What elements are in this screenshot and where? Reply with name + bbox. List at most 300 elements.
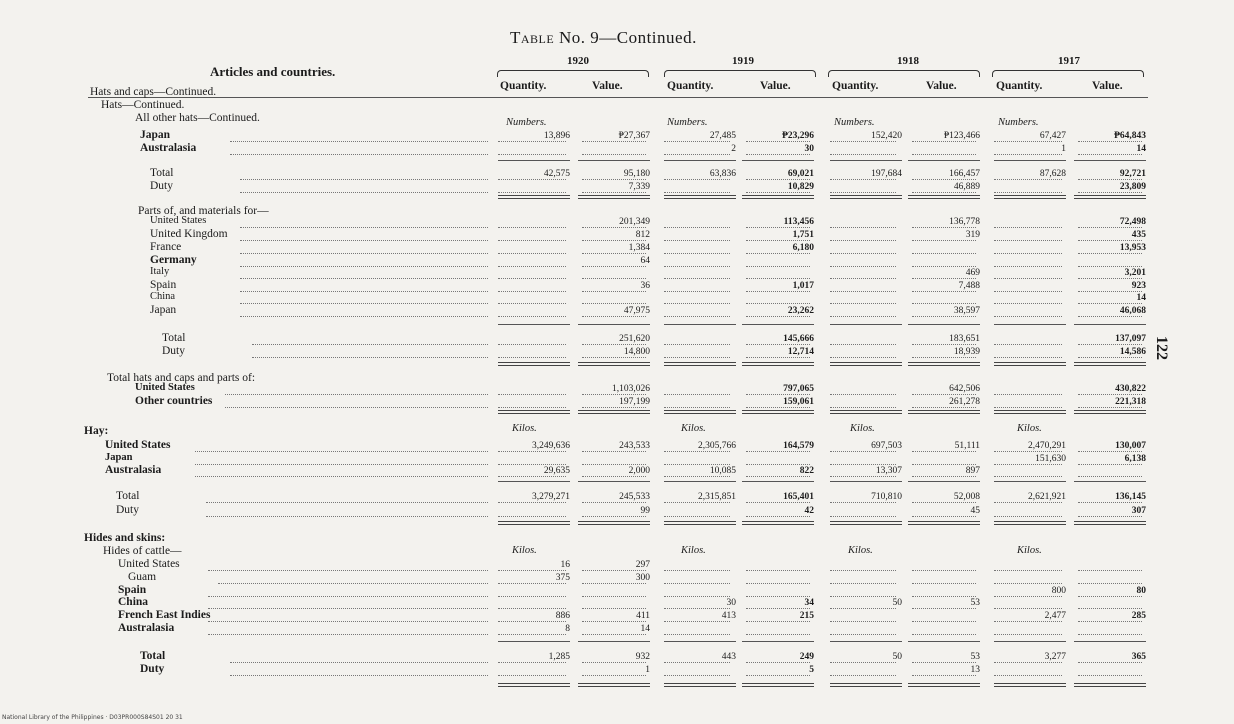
cell-leader: [912, 516, 976, 517]
cell-leader: [746, 154, 810, 155]
total-rule: [578, 362, 650, 366]
total-rule: [578, 160, 650, 161]
cell-leader: [498, 316, 566, 317]
total-rule: [830, 324, 902, 325]
table-cell: 201,349: [619, 217, 650, 227]
cell-leader: [1078, 316, 1142, 317]
table-cell: 29,635: [543, 466, 570, 476]
cell-leader: [912, 608, 976, 609]
cell-leader: [746, 662, 810, 663]
cell-leader: [1078, 291, 1142, 292]
cell-leader: [994, 621, 1062, 622]
cell-leader: [582, 266, 646, 267]
table-cell: 411: [636, 611, 650, 621]
row-label: Duty: [116, 504, 139, 516]
cell-leader: [664, 179, 730, 180]
cell-leader: [664, 621, 730, 622]
cell-leader: [912, 357, 976, 358]
total-rule: [664, 324, 736, 325]
table-cell: 113,456: [783, 217, 814, 227]
cell-leader: [498, 253, 566, 254]
cell-leader: [498, 570, 566, 571]
dot-leader: [206, 502, 488, 503]
table-cell: 30: [726, 598, 736, 608]
cell-leader: [582, 516, 646, 517]
cell-leader: [1078, 621, 1142, 622]
cell-leader: [582, 253, 646, 254]
cell-leader: [498, 266, 566, 267]
dot-leader: [208, 570, 488, 571]
cell-leader: [582, 583, 646, 584]
cell-leader: [746, 291, 810, 292]
cell-leader: [498, 476, 566, 477]
year-1917: 1917: [1058, 55, 1080, 67]
table-cell: 164,579: [783, 441, 814, 451]
cell-leader: [994, 476, 1062, 477]
total-rule: [742, 362, 814, 366]
dot-leader: [240, 266, 488, 267]
table-cell: 69,021: [787, 169, 814, 179]
total-rule: [830, 521, 902, 525]
cell-leader: [746, 596, 810, 597]
cell-leader: [830, 291, 896, 292]
cell-leader: [1078, 357, 1142, 358]
table-cell: 1,285: [548, 652, 570, 662]
total-rule: [498, 362, 570, 366]
cell-leader: [912, 303, 976, 304]
year-1920: 1920: [567, 55, 589, 67]
cell-leader: [994, 407, 1062, 408]
table-cell: 38,597: [953, 306, 980, 316]
cell-leader: [746, 476, 810, 477]
table-cell: 897: [965, 466, 980, 476]
dot-leader: [240, 253, 488, 254]
cell-leader: [994, 634, 1062, 635]
heading-hay: Hay:: [84, 425, 109, 437]
cell-leader: [664, 583, 730, 584]
dot-leader: [230, 675, 488, 676]
cell-leader: [746, 464, 810, 465]
row-label: United States: [135, 382, 195, 393]
cell-leader: [746, 675, 810, 676]
cell-leader: [1078, 634, 1142, 635]
cell-leader: [498, 141, 566, 142]
table-cell: 300: [635, 573, 650, 583]
table-cell: 3,249,636: [532, 441, 570, 451]
table-cell: 13,953: [1119, 243, 1146, 253]
table-cell: 249: [799, 652, 814, 662]
dot-leader: [225, 407, 488, 408]
table-cell: 64: [640, 256, 650, 266]
cell-leader: [746, 192, 810, 193]
table-cell: 245,533: [619, 492, 650, 502]
table-cell: 797,065: [783, 384, 814, 394]
dot-leader: [240, 227, 488, 228]
table-cell: 12,714: [787, 347, 814, 357]
total-rule: [742, 521, 814, 525]
cell-leader: [912, 634, 976, 635]
heading-hats-caps: Hats and caps—Continued.: [90, 86, 217, 98]
cell-leader: [664, 662, 730, 663]
total-rule: [742, 683, 814, 687]
table-cell: 642,506: [949, 384, 980, 394]
table-cell: 137,097: [1115, 334, 1146, 344]
cell-leader: [830, 266, 896, 267]
cell-leader: [582, 154, 646, 155]
cell-leader: [912, 464, 976, 465]
table-cell: 136,778: [949, 217, 980, 227]
cell-leader: [1078, 516, 1142, 517]
total-rule: [830, 410, 902, 414]
cell-leader: [994, 344, 1062, 345]
total-rule: [1074, 481, 1146, 482]
cell-leader: [664, 451, 730, 452]
total-rule: [742, 410, 814, 414]
year-brace: [828, 70, 980, 77]
cell-leader: [664, 253, 730, 254]
cell-leader: [830, 516, 896, 517]
total-rule: [664, 641, 736, 642]
cell-leader: [912, 451, 976, 452]
table-cell: 3,277: [1044, 652, 1066, 662]
header-rule: [88, 97, 1148, 98]
cell-leader: [1078, 179, 1142, 180]
cell-leader: [912, 316, 976, 317]
cell-leader: [664, 291, 730, 292]
total-rule: [1074, 362, 1146, 366]
cell-leader: [664, 357, 730, 358]
table-cell: 7,488: [958, 281, 980, 291]
total-rule: [664, 362, 736, 366]
total-rule: [994, 683, 1066, 687]
cell-leader: [912, 141, 976, 142]
table-cell: 6,138: [1124, 454, 1146, 464]
cell-leader: [664, 516, 730, 517]
total-rule: [908, 641, 980, 642]
cell-leader: [1078, 240, 1142, 241]
footer-credit: National Library of the Philippines · D03PR000S84S01 20 31: [2, 714, 183, 721]
total-rule: [1074, 410, 1146, 414]
total-rule: [578, 641, 650, 642]
cell-leader: [746, 634, 810, 635]
cell-leader: [664, 192, 730, 193]
cell-leader: [746, 583, 810, 584]
total-rule: [994, 521, 1066, 525]
cell-leader: [498, 240, 566, 241]
table-cell: 159,061: [783, 397, 814, 407]
table-cell: 50: [892, 652, 902, 662]
cell-leader: [582, 303, 646, 304]
cell-leader: [912, 179, 976, 180]
table-cell: 3,279,271: [532, 492, 570, 502]
cell-leader: [830, 464, 896, 465]
cell-leader: [664, 154, 730, 155]
cell-leader: [830, 583, 896, 584]
cell-leader: [1078, 192, 1142, 193]
cell-leader: [912, 227, 976, 228]
cell-leader: [582, 227, 646, 228]
value-header: Value.: [1092, 80, 1123, 92]
cell-leader: [830, 476, 896, 477]
dot-leader: [195, 476, 488, 477]
total-rule: [908, 410, 980, 414]
table-cell: 13: [970, 665, 980, 675]
unit-kilos: Kilos.: [1017, 423, 1042, 434]
total-rule: [742, 324, 814, 325]
cell-leader: [498, 278, 566, 279]
cell-leader: [830, 608, 896, 609]
total-rule: [994, 362, 1066, 366]
cell-leader: [582, 476, 646, 477]
cell-leader: [498, 394, 566, 395]
row-label: Other countries: [135, 395, 213, 407]
cell-leader: [994, 266, 1062, 267]
cell-leader: [994, 154, 1062, 155]
cell-leader: [746, 516, 810, 517]
row-label: China: [118, 596, 149, 608]
total-rule: [498, 481, 570, 482]
cell-leader: [498, 464, 566, 465]
total-rule: [1074, 160, 1146, 161]
total-rule: [994, 195, 1066, 199]
cell-leader: [994, 502, 1062, 503]
table-cell: 710,810: [871, 492, 902, 502]
cell-leader: [1078, 154, 1142, 155]
cell-leader: [498, 634, 566, 635]
table-cell: 42: [804, 506, 814, 516]
cell-leader: [994, 240, 1062, 241]
table-cell: 197,199: [619, 397, 650, 407]
cell-leader: [1078, 476, 1142, 477]
total-rule: [578, 324, 650, 325]
dot-leader: [208, 621, 488, 622]
dot-leader: [230, 662, 488, 663]
table-cell: 87,628: [1039, 169, 1066, 179]
table-cell: 1: [1061, 144, 1066, 154]
table-cell: 166,457: [949, 169, 980, 179]
cell-leader: [498, 596, 566, 597]
cell-leader: [1078, 394, 1142, 395]
cell-leader: [912, 675, 976, 676]
table-cell: ₱123,466: [943, 131, 980, 141]
total-rule: [664, 410, 736, 414]
table-cell: ₱64,843: [1114, 131, 1146, 141]
table-cell: 72,498: [1119, 217, 1146, 227]
table-cell: 42,575: [543, 169, 570, 179]
table-cell: 2,305,766: [698, 441, 736, 451]
table-cell: 51,111: [954, 441, 980, 451]
table-cell: ₱27,367: [618, 131, 650, 141]
quantity-header: Quantity.: [996, 80, 1043, 92]
cell-leader: [582, 621, 646, 622]
table-cell: 136,145: [1115, 492, 1146, 502]
table-cell: 7,339: [628, 182, 650, 192]
table-cell: 197,684: [871, 169, 902, 179]
page-number: 122: [1153, 336, 1170, 360]
table-cell: 46,068: [1119, 306, 1146, 316]
unit-numbers: Numbers.: [506, 117, 547, 128]
table-cell: 63,836: [709, 169, 736, 179]
table-cell: 10,829: [787, 182, 814, 192]
value-header: Value.: [760, 80, 791, 92]
cell-leader: [746, 451, 810, 452]
row-label: France: [150, 241, 182, 253]
total-rule: [578, 481, 650, 482]
total-rule: [664, 521, 736, 525]
total-rule: [830, 683, 902, 687]
total-rule: [742, 160, 814, 161]
total-rule: [994, 324, 1066, 325]
cell-leader: [830, 634, 896, 635]
total-rule: [830, 160, 902, 161]
row-label: Japan: [140, 129, 171, 141]
cell-leader: [912, 253, 976, 254]
heading-all-other-hats: All other hats—Continued.: [135, 112, 260, 124]
cell-leader: [830, 407, 896, 408]
cell-leader: [664, 316, 730, 317]
cell-leader: [664, 608, 730, 609]
cell-leader: [664, 476, 730, 477]
table-cell: 886: [555, 611, 570, 621]
table-cell: 6,180: [792, 243, 814, 253]
total-rule: [742, 481, 814, 482]
quantity-header: Quantity.: [500, 80, 547, 92]
table-cell: 1: [645, 665, 650, 675]
cell-leader: [664, 675, 730, 676]
table-cell: 30: [804, 144, 814, 154]
table-title: [510, 28, 697, 48]
row-label: Total: [140, 650, 166, 662]
cell-leader: [664, 464, 730, 465]
table-cell: 697,503: [871, 441, 902, 451]
total-rule: [578, 521, 650, 525]
cell-leader: [830, 278, 896, 279]
cell-leader: [664, 502, 730, 503]
cell-leader: [994, 141, 1062, 142]
cell-leader: [912, 596, 976, 597]
row-label: Japan: [150, 304, 177, 316]
row-label: Total: [150, 167, 174, 179]
table-cell: 14: [640, 624, 650, 634]
row-label: Total: [162, 332, 186, 344]
row-label: China: [150, 291, 176, 302]
cell-leader: [664, 303, 730, 304]
row-label: Spain: [118, 584, 147, 596]
table-cell: 932: [635, 652, 650, 662]
table-cell: 307: [1131, 506, 1146, 516]
cell-leader: [498, 451, 566, 452]
cell-leader: [830, 344, 896, 345]
cell-leader: [912, 154, 976, 155]
cell-leader: [746, 227, 810, 228]
cell-leader: [498, 407, 566, 408]
table-cell: 923: [1131, 281, 1146, 291]
table-cell: 2,477: [1044, 611, 1066, 621]
row-label: Duty: [162, 345, 185, 357]
dot-leader: [218, 583, 488, 584]
cell-leader: [746, 240, 810, 241]
table-cell: 2,315,851: [698, 492, 736, 502]
total-rule: [742, 641, 814, 642]
cell-leader: [912, 192, 976, 193]
total-rule: [1074, 324, 1146, 325]
row-label: Japan: [105, 452, 133, 463]
table-cell: 375: [555, 573, 570, 583]
table-cell: 23,809: [1119, 182, 1146, 192]
cell-leader: [912, 662, 976, 663]
unit-kilos: Kilos.: [848, 545, 873, 556]
row-label: United Kingdom: [150, 228, 228, 240]
table-cell: 46,889: [953, 182, 980, 192]
cell-leader: [830, 227, 896, 228]
cell-leader: [912, 583, 976, 584]
cell-leader: [994, 192, 1062, 193]
cell-leader: [664, 570, 730, 571]
cell-leader: [994, 675, 1062, 676]
cell-leader: [746, 316, 810, 317]
cell-leader: [498, 583, 566, 584]
dot-leader: [208, 596, 488, 597]
cell-leader: [830, 596, 896, 597]
row-label: United States: [118, 558, 180, 570]
cell-leader: [830, 394, 896, 395]
year-brace: [664, 70, 816, 77]
value-header: Value.: [592, 80, 623, 92]
cell-leader: [746, 278, 810, 279]
row-label: French East Indies: [118, 609, 211, 621]
dot-leader: [240, 179, 488, 180]
cell-leader: [746, 253, 810, 254]
cell-leader: [746, 357, 810, 358]
cell-leader: [994, 394, 1062, 395]
total-rule: [498, 683, 570, 687]
row-label: Italy: [150, 266, 170, 277]
unit-numbers: Numbers.: [998, 117, 1039, 128]
table-cell: 5: [809, 665, 814, 675]
cell-leader: [498, 357, 566, 358]
row-label: United States: [105, 439, 171, 451]
table-cell: 10,085: [709, 466, 736, 476]
table-cell: 27,485: [709, 131, 736, 141]
total-rule: [830, 195, 902, 199]
table-cell: 95,180: [623, 169, 650, 179]
table-cell: 152,420: [871, 131, 902, 141]
table-cell: 14: [1136, 144, 1146, 154]
cell-leader: [582, 357, 646, 358]
cell-leader: [582, 179, 646, 180]
table-cell: 8: [565, 624, 570, 634]
table-cell: 800: [1051, 586, 1066, 596]
year-1919: 1919: [732, 55, 754, 67]
table-cell: 80: [1136, 586, 1146, 596]
cell-leader: [498, 154, 566, 155]
cell-leader: [582, 407, 646, 408]
table-cell: 435: [1131, 230, 1146, 240]
table-cell: 1,103,026: [612, 384, 650, 394]
cell-leader: [1078, 141, 1142, 142]
cell-leader: [994, 570, 1062, 571]
row-label: Duty: [140, 663, 165, 675]
cell-leader: [498, 291, 566, 292]
cell-leader: [912, 291, 976, 292]
table-cell: 13,896: [543, 131, 570, 141]
dot-leader: [240, 303, 488, 304]
value-header: Value.: [926, 80, 957, 92]
total-rule: [908, 362, 980, 366]
cell-leader: [912, 278, 976, 279]
cell-leader: [498, 192, 566, 193]
heading-parts: Parts of, and materials for—: [138, 205, 269, 217]
